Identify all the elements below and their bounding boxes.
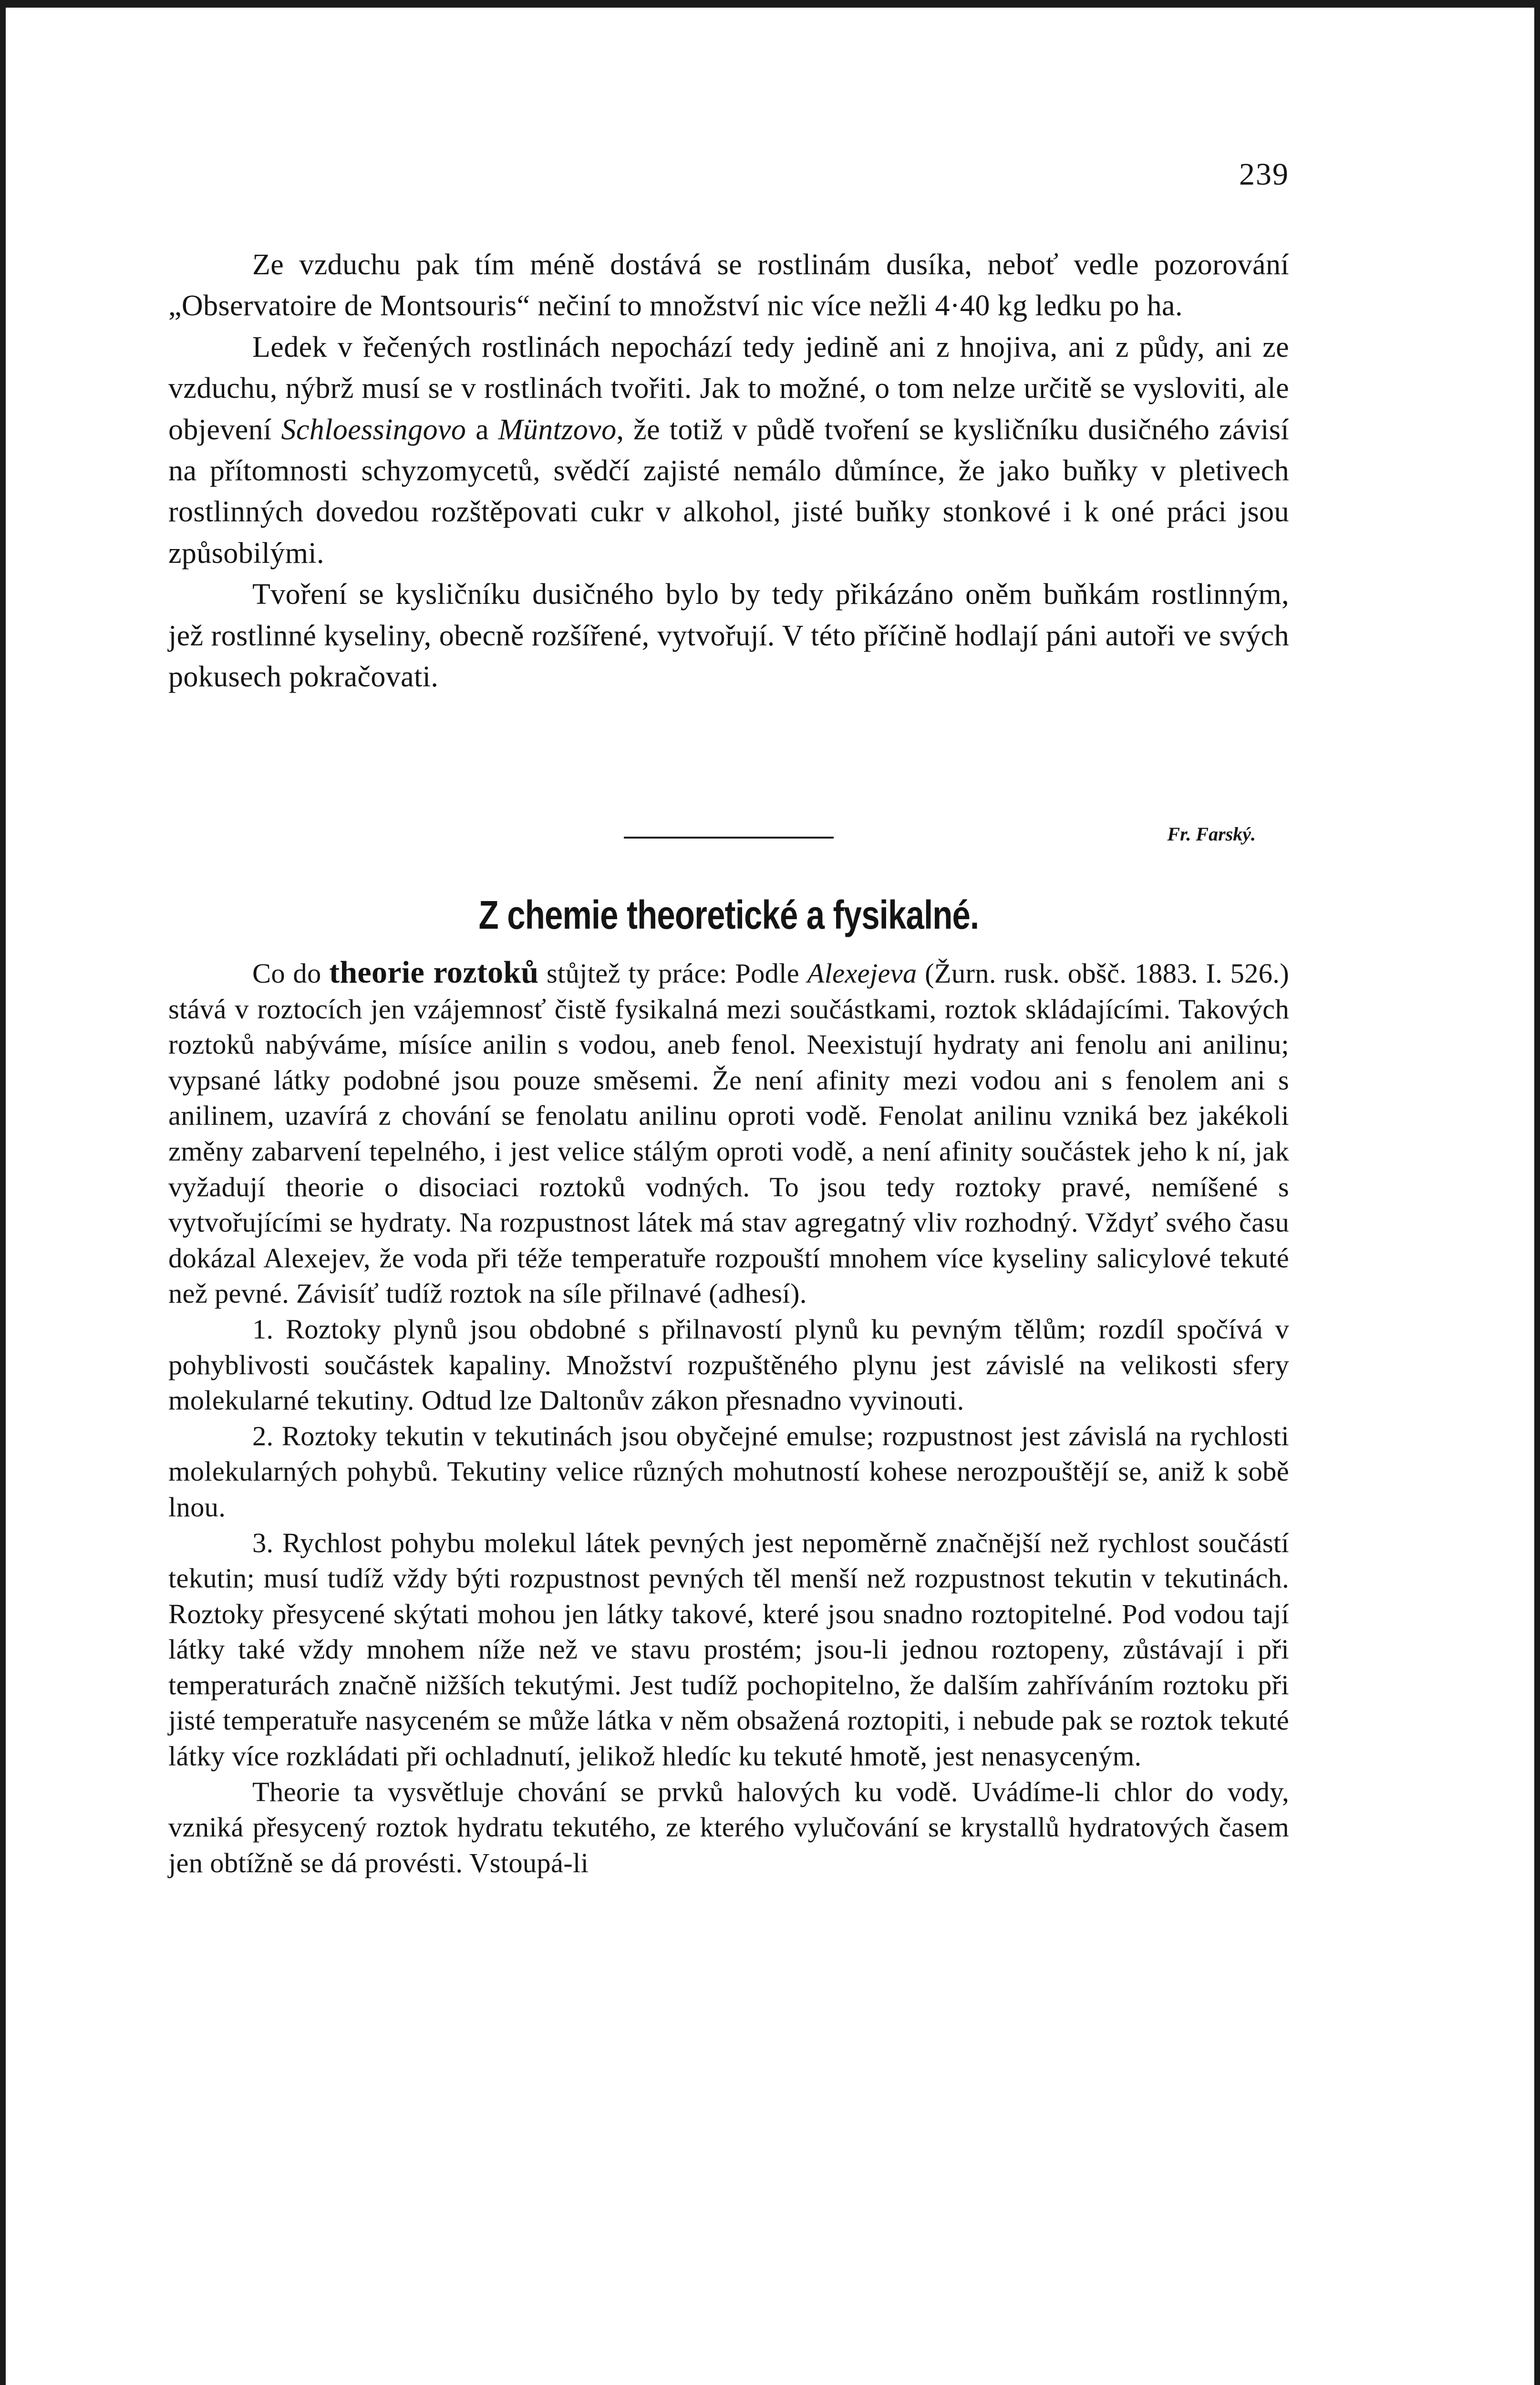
article-signature: Fr. Farský. bbox=[1167, 823, 1256, 845]
list-item-liquid-solutions: 2. Roztoky tekutin v tekutinách jsou obyčejné emulse; rozpustnost jest závislá na rychlosti molekularných pohybů. Tekutiny velice různých mohutností kohese nerozpouštějí se, aniž k sobě lnou. bbox=[168, 1420, 1289, 1523]
paragraph-text: Ledek v řečených rostlinách nepochází tedy jedině ani z hnojiva, ani z půdy, ani ze vzduchu, nýbrž musí se v rostlinách tvořiti. Jak to možné, o tom nelze určitě se vysloviti, ale objevení bbox=[168, 331, 1289, 446]
paragraph-text: (Žurn. rusk. obšč. 1883. I. 526.) stává v roztocích jen vzájemnosť čistě fysikalná mezi součástkami, roztok skládajícími. Takových roztoků nabýváme, mísíce anilin s vodou, aneb fenol. Neexistují hydraty ani fenolu ani anilinu; vypsané látky podobné jsou pouze směsemi. Že není afinity mezi vodou ani s fenolem ani s anilinem, uzavírá z chování se fenolatu anilinu oproti vodě. Fenolat anilinu vzniká bez jakékoli změny zabarvení tepelného, i jest velice stálým oproti vodě, a není afinity součástek jeho k ní, jak vyžadují theorie o disociaci roztoků vodných. To jsou tedy roztoky pravé, nemíšené s vytvořujícími se hydraty. Na rozpustnost látek má stav agregatný vliv rozhodný. Vždyť svého času dokázal Alexejev, že voda při téže temperatuře rozpouští mnohem více kyseliny salicylové tekuté než pevné. Závisíť tudíž roztok na síle přilnavé (adhesí). bbox=[168, 958, 1289, 1309]
bold-term-solution-theory: theorie roztoků bbox=[329, 955, 539, 990]
author-name-schloessing: Schloessingovo bbox=[281, 413, 466, 446]
scan-border-left bbox=[0, 0, 6, 2385]
list-item-solid-solutions: 3. Rychlost pohybu molekul látek pevných jest nepoměrně značnější než rychlost součástí tekutin; musí tudíž vždy býti rozpustnost pevných těl menší než rozpustnost tekutin v tekutinách. Roztoky přesycené skýtati mohou jen látky takové, které jsou snadno roztopitelné. Pod vodou tají látky také vždy mnohem níže než ve stavu prostém; jsou-li jednou roztopeny, zůstávají i při temperaturách značně nižších tekutými. Jest tudíž pochopitelno, že dalším zahříváním roztoku při jisté temperatuře nasyceném se může látka v něm obsažená roztopiti, i nebude pak se roztok tekuté látky více rozkládati při ochladnutí, jelikož hledíc ku tekuté hmotě, jest nenasyceným. bbox=[168, 1527, 1289, 1772]
section-heading: Z chemie theoretické a fysikalné. bbox=[478, 892, 979, 937]
scan-border-right bbox=[1534, 0, 1540, 2385]
section-theoretical-chemistry bbox=[168, 955, 1289, 1881]
section-agriculture-nitrogen bbox=[168, 244, 1289, 697]
paragraph-halogen-behaviour: Theorie ta vysvětluje chování se prvků halových ku vodě. Uvádíme-li chlor do vody, vzniká přesycený roztok hydratu tekutého, ze kterého vylučování se krystallů hydratových časem jen obtížně se dá provésti. Vstoupá-li bbox=[168, 1776, 1289, 1878]
signature-divider bbox=[624, 837, 834, 839]
paragraph-plant-cells: Tvoření se kysličníku dusičného bylo by tedy přikázáno oněm buňkám rostlinným, jež rostlinné kyseliny, obecně rozšířené, vytvořují. V této příčině hodlají páni autoři ve svých pokusech pokračovati. bbox=[168, 578, 1289, 694]
page-number: 239 bbox=[1239, 157, 1289, 192]
paragraph-text: a bbox=[466, 413, 498, 446]
author-name-muntz: Müntzovo bbox=[498, 413, 617, 446]
scan-border-top bbox=[0, 0, 1540, 8]
paragraph-text: Co do bbox=[252, 958, 330, 989]
author-name-alexejev: Alexejeva bbox=[807, 958, 917, 989]
paragraph-air-nitrogen: Ze vzduchu pak tím méně dostává se rostlinám dusíka, neboť vedle pozorování „Observatoire de Montsouris“ nečiní to množství nic více nežli 4·40 kg ledku po ha. bbox=[168, 249, 1289, 322]
paragraph-text: stůjtež ty práce: Podle bbox=[538, 958, 807, 989]
paragraph-solution-theory bbox=[168, 955, 1289, 1312]
paragraph-nitre-formation bbox=[168, 327, 1289, 574]
paragraph-text: , že totiž v půdě tvoření se kysličníku dusičného závisí na přítomnosti schyzomycetů, svědčí zajisté nemálo důmínce, že jako buňky v pletivech rostlinných dovedou rozštěpovati cukr v alkohol, jisté buňky stonkové i k oné práci jsou způsobilými. bbox=[168, 413, 1290, 570]
list-item-gas-solutions: 1. Roztoky plynů jsou obdobné s přilnavostí plynů ku pevným tělům; rozdíl spočívá v pohyblivosti součástek kapaliny. Množství rozpuštěného plynu jest závislé na velikosti sfery molekularné tekutiny. Odtud lze Daltonův zákon přesnadno vyvinouti. bbox=[168, 1313, 1289, 1416]
